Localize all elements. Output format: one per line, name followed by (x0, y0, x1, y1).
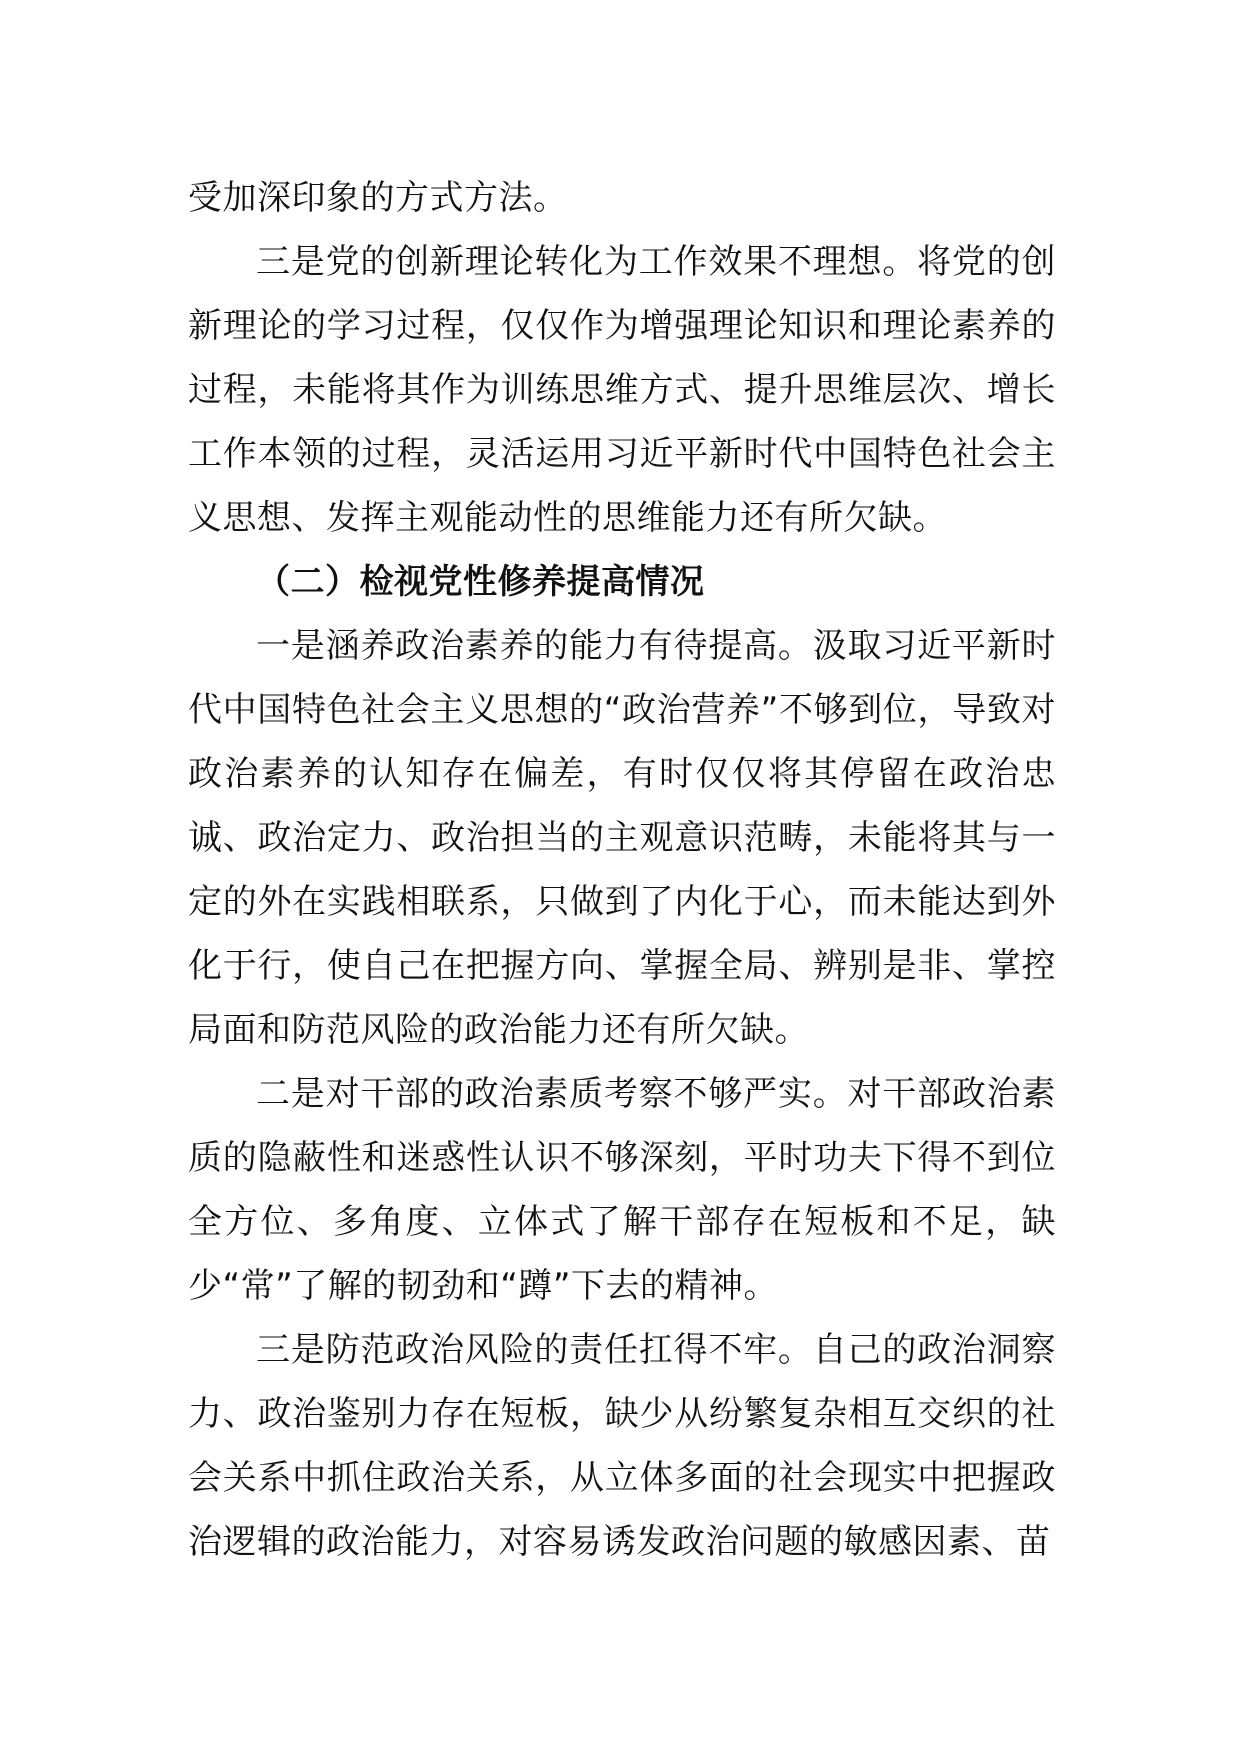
paragraph-political-literacy: 一是涵养政治素养的能力有待提高。汲取习近平新时代中国特色社会主义思想的“政治营养”不够到位，导致对政治素养的认知存在偏差，有时仅仅将其停留在政治忠诚、政治定力、政治担当的主观意识范畴，未能将其与一定的外在实践相联系，只做到了内化于心，而未能达到外化于行，使自己在把握方向、掌握全局、辨别是非、掌控局面和防范风险的政治能力还有所欠缺。 (188, 626, 1056, 1050)
section-heading: （二）检视党性修养提高情况 (256, 562, 705, 602)
paragraph-cadre-inspection: 二是对干部的政治素质考察不够严实。对干部政治素质的隐蔽性和迷惑性认识不够深刻，平时功夫下得不到位全方位、多角度、立体式了解干部存在短板和不足，缺少“常”了解的韧劲和“蹲”下去的精神。 (188, 1074, 1056, 1306)
paragraph-continuation: 受加深印象的方式方法。 (188, 178, 568, 218)
document-body (188, 166, 1056, 1574)
paragraph-innovation-theory: 三是党的创新理论转化为工作效果不理想。将党的创新理论的学习过程，仅仅作为增强理论知识和理论素养的过程，未能将其作为训练思维方式、提升思维层次、增长工作本领的过程，灵活运用习近平新时代中国特色社会主义思想、发挥主观能动性的思维能力还有所欠缺。 (188, 242, 1056, 538)
paragraph-political-risk: 三是防范政治风险的责任扛得不牢。自己的政治洞察力、政治鉴别力存在短板，缺少从纷繁复杂相互交织的社会关系中抓住政治关系，从立体多面的社会现实中把握政治逻辑的政治能力，对容易诱发政治问题的敏感因素、苗 (188, 1330, 1056, 1562)
